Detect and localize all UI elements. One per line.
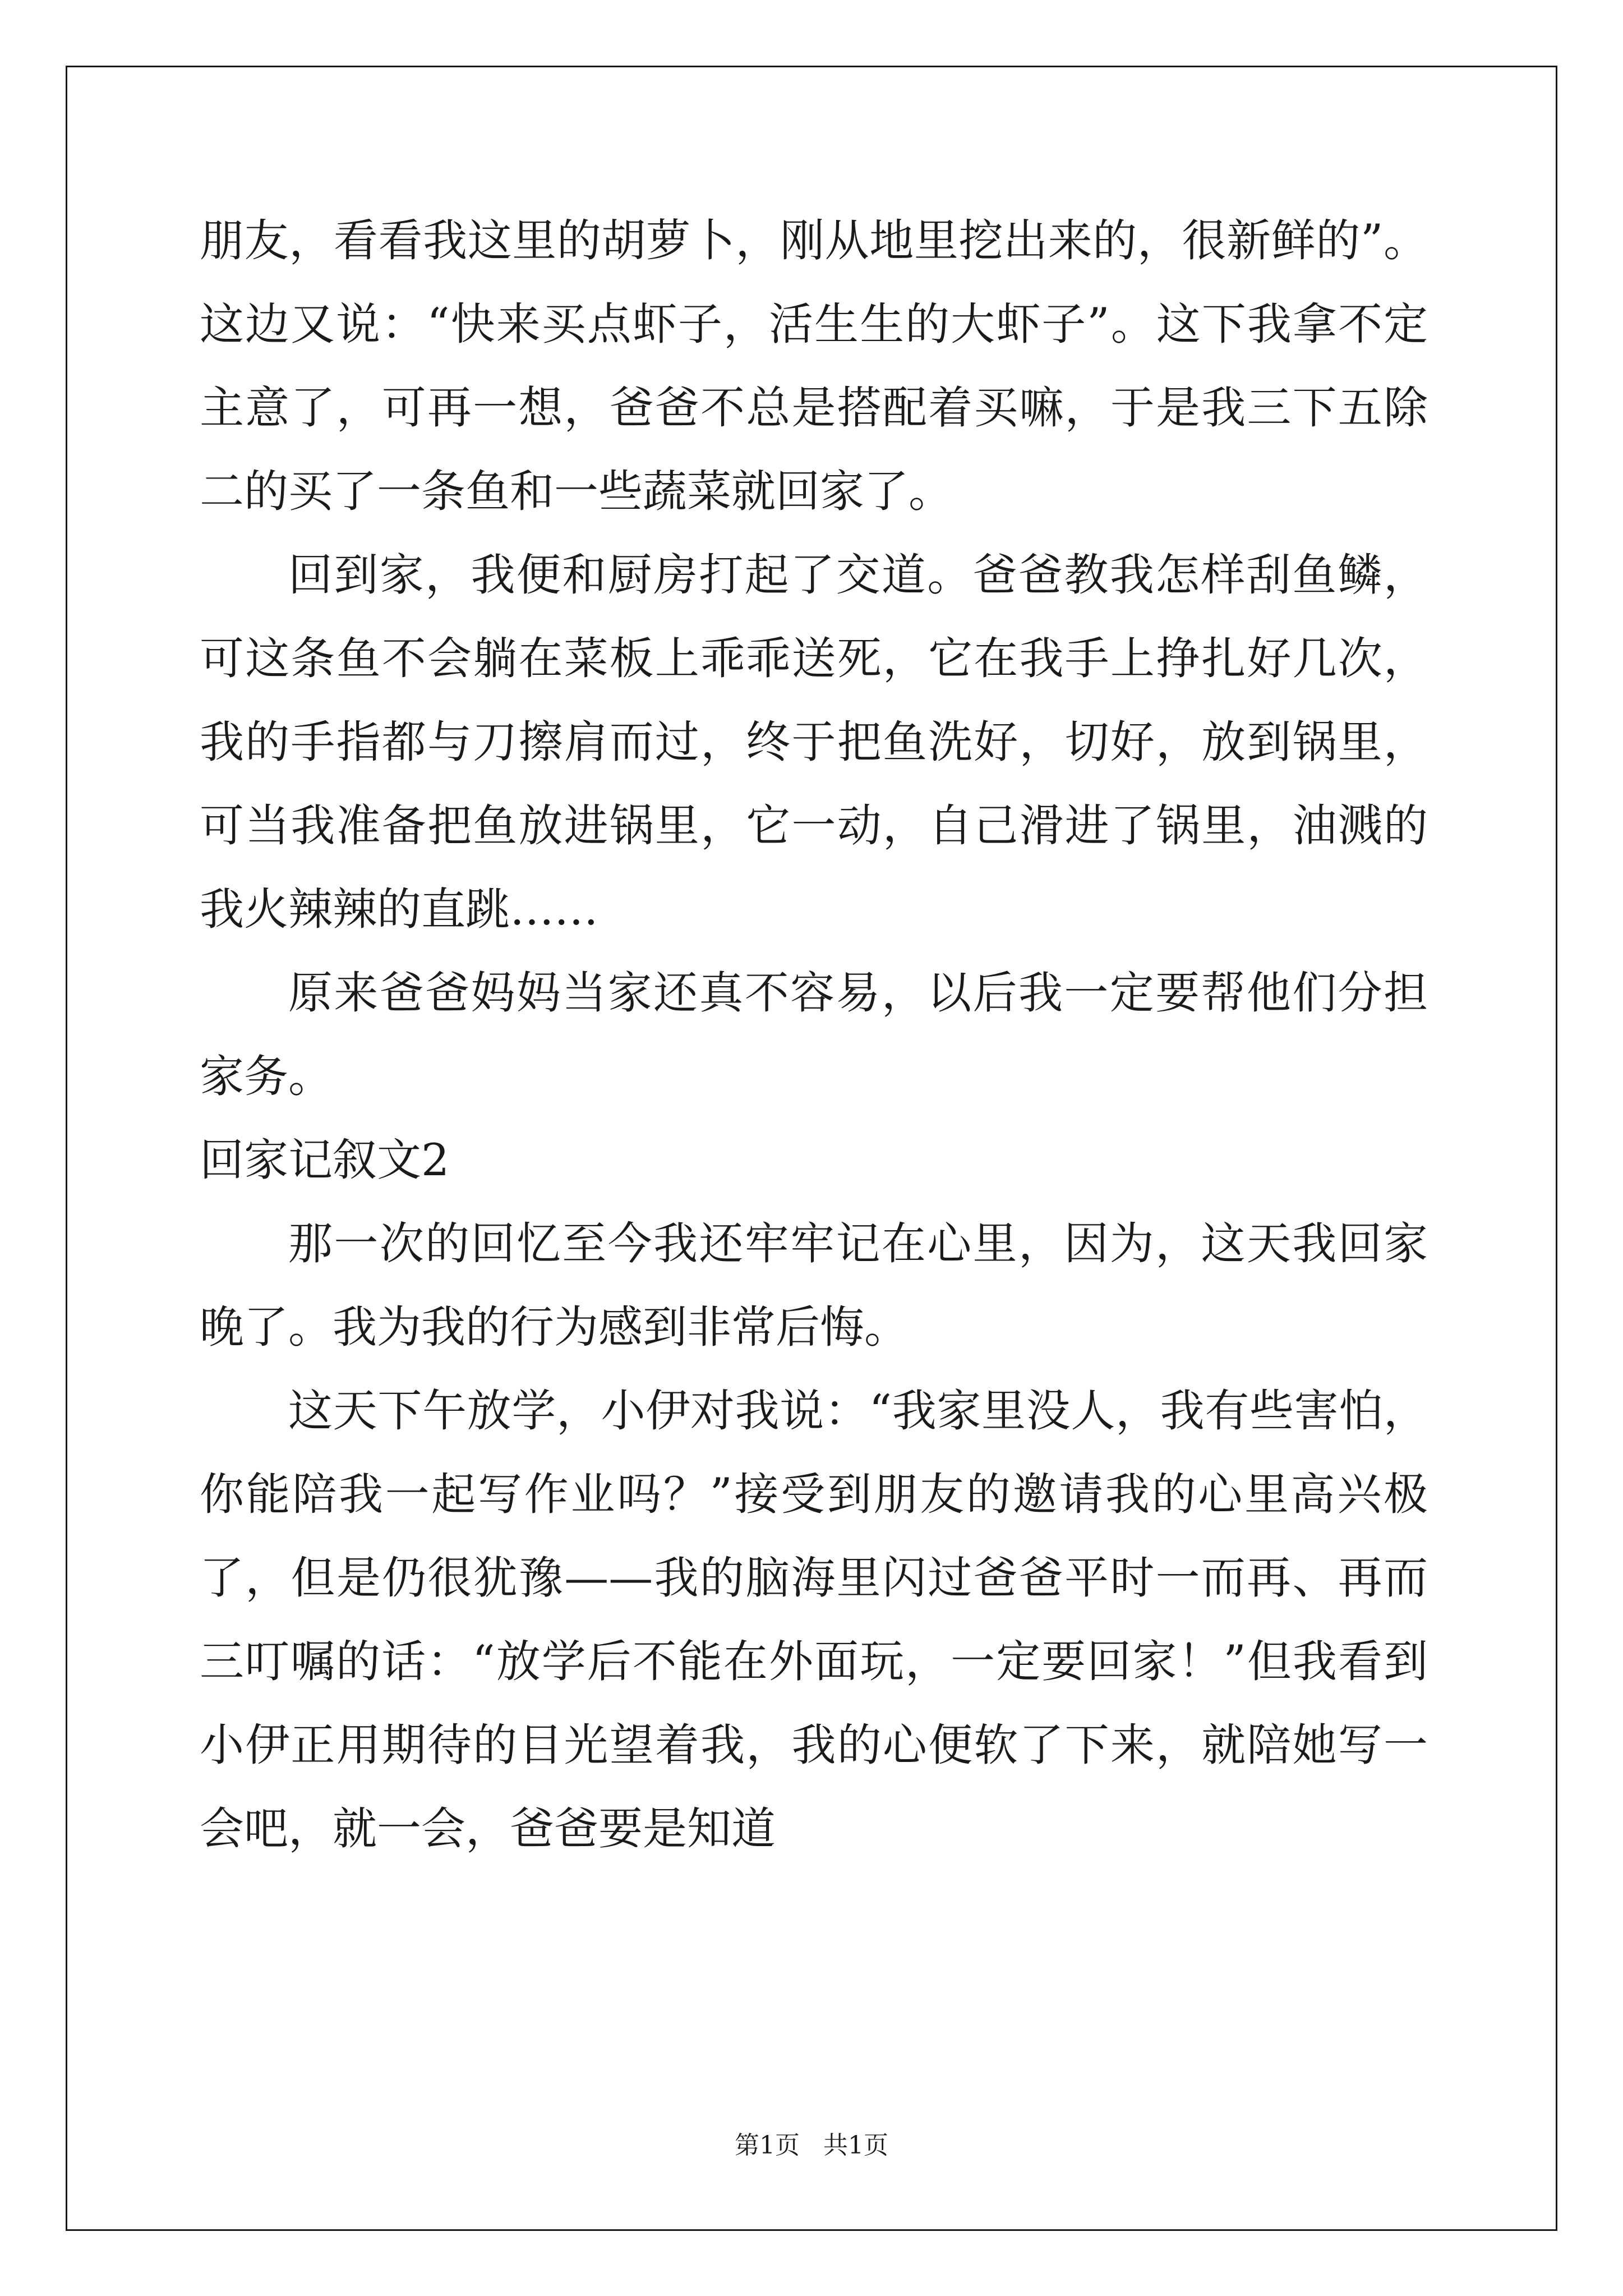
section-title: 回家记叙文2 (200, 1134, 450, 1186)
paragraph-5: 那一次的回忆至今我还牢牢记在心里，因为，这天我回家晚了。我为我的行为感到非常后悔。 (200, 1218, 1428, 1353)
paragraph-1: 朋友，看看我这里的胡萝卜，刚从地里挖出来的，很新鲜的”。这边又说：“快来买点虾子，活生生的大虾子”。这下我拿不定主意了，可再一想，爸爸不总是搭配着买嘛，于是我三下五除二的买了一条鱼和一些蔬菜就回家了。 (200, 215, 1428, 517)
page-number-footer: 第1页 共1页 (735, 2131, 888, 2160)
paragraph-3: 原来爸爸妈妈当家还真不容易，以后我一定要帮他们分担家务。 (200, 967, 1428, 1102)
paragraph-6: 这天下午放学，小伊对我说：“我家里没人，我有些害怕，你能陪我一起写作业吗？”接受到朋友的邀请我的心里高兴极了，但是仍很犹豫——我的脑海里闪过爸爸平时一而再、再而三叮嘱的话：“放学后不能在外面玩，一定要回家！”但我看到小伊正用期待的目光望着我，我的心便软了下来，就陪她写一会吧，就一会，爸爸要是知道 (200, 1385, 1428, 1855)
paragraph-2: 回到家，我便和厨房打起了交道。爸爸教我怎样刮鱼鳞，可这条鱼不会躺在菜板上乖乖送死，它在我手上挣扎好几次，我的手指都与刀擦肩而过，终于把鱼洗好，切好，放到锅里，可当我准备把鱼放进锅里，它一动，自己滑进了锅里，油溅的我火辣辣的直跳…… (200, 549, 1428, 935)
document-body (200, 199, 1428, 1871)
